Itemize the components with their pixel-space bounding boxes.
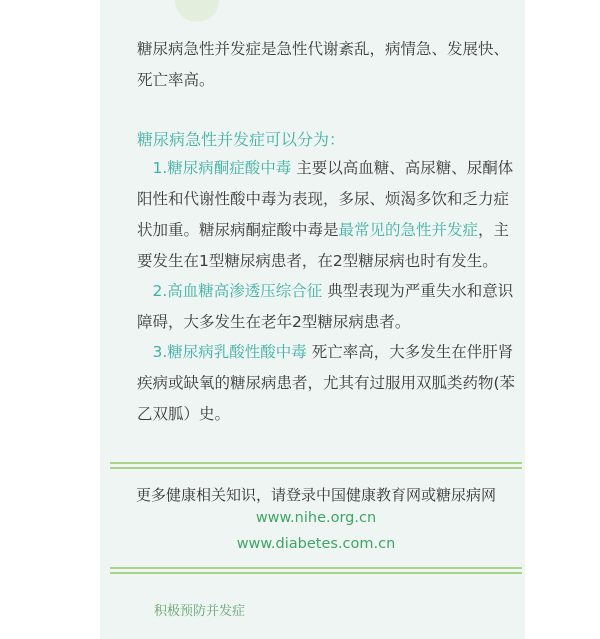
- complication-item-1: [137, 153, 517, 277]
- item-1-title: 1.糖尿病酮症酸中毒: [152, 159, 292, 177]
- divider-bottom-2: [110, 572, 522, 574]
- divider-top-2: [110, 467, 522, 469]
- nihe-link[interactable]: www.nihe.org.cn: [255, 510, 377, 526]
- section-heading: 糖尿病急性并发症可以分为：: [137, 130, 346, 149]
- intro-paragraph: 糖尿病急性并发症是急性代谢紊乱，病情急、发展快、死亡率高。: [137, 40, 510, 89]
- item-2-text: 典型表现为严重失水和意识障碍，大多发生在老年2型糖尿病患者。: [137, 282, 514, 331]
- diabetes-link[interactable]: www.diabetes.com.cn: [236, 536, 396, 552]
- promo-text: 更多健康相关知识，请登录中国健康教育网或糖尿病网: [135, 486, 496, 504]
- item-3-title: 3.糖尿病乳酸性酸中毒: [152, 343, 307, 361]
- divider-bottom-1: [110, 567, 522, 569]
- item-2-title: 2.高血糖高渗透压综合征: [152, 282, 323, 300]
- divider-top-1: [110, 462, 522, 464]
- item-1-highlight: 最常见的急性并发症: [338, 221, 479, 239]
- item-1-text-continued: ，主要发生在1型糖尿病患者，在2型糖尿病也时有发生。: [137, 221, 510, 270]
- footer-caption: 积极预防并发症: [154, 604, 246, 619]
- complication-item-2: [137, 276, 517, 338]
- complication-item-3: [137, 337, 517, 430]
- item-1-text: 主要以高血糖、高尿糖、尿酮体阳性和代谢性酸中毒为表现，多尿、烦渴多饮和乏力症状加重。糖尿病酮症酸中毒是: [137, 159, 514, 239]
- item-3-text: 死亡率高，大多发生在伴肝肾疾病或缺氧的糖尿病患者，尤其有过服用双胍类药物(苯乙双胍）史。: [137, 343, 516, 423]
